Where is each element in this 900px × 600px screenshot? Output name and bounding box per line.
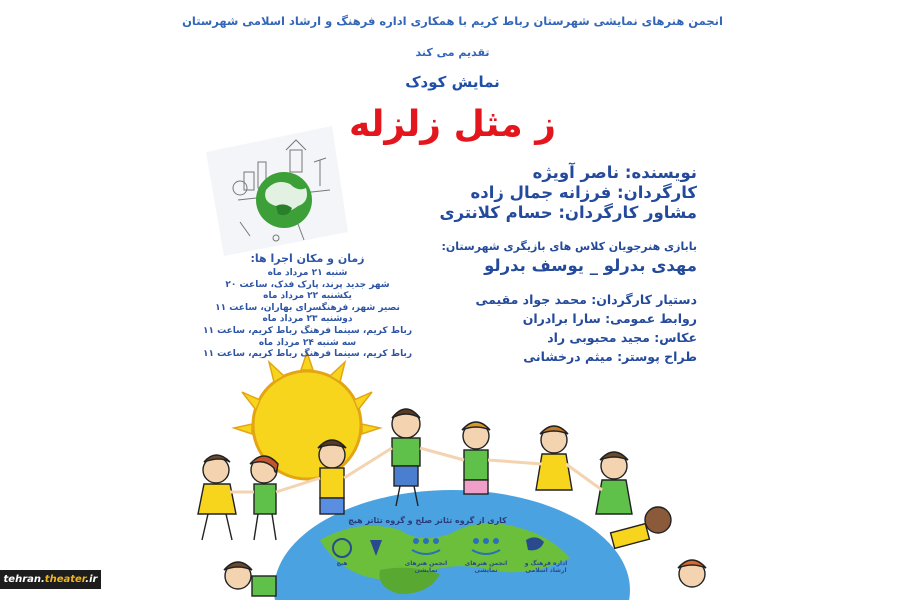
credit-director: کارگردان: فرزانه جمال زاده bbox=[470, 183, 697, 202]
logo-hich-label: هیچ bbox=[336, 560, 348, 567]
schedule-line: رباط کریم، سینما فرهنگ رباط کریم، ساعت ۱۱ bbox=[202, 349, 413, 360]
watermark-accent: theater bbox=[44, 574, 86, 585]
schedule-line: یکشنبه ۲۲ مرداد ماه bbox=[263, 291, 352, 302]
cast-intro: بابازی هنرجویان کلاس های بازیگری شهرستان: bbox=[441, 240, 697, 253]
earth-sketch-illustration bbox=[206, 126, 348, 256]
schedule-line: دوشنبه ۲۳ مرداد ماه bbox=[262, 314, 353, 325]
schedule-line: شنبه ۲۱ مرداد ماه bbox=[267, 268, 348, 278]
header-organizer-text: انجمن هنرهای نمایشی شهرستان رباط کریم با همکاری اداره فرهنگ و ارشاد اسلامی شهرستان bbox=[182, 14, 723, 28]
schedule-line: شهر جدید پرند، پارک فدک، ساعت ۲۰ bbox=[225, 279, 390, 290]
schedule-line: رباط کریم، سینما فرهنگ رباط کریم، ساعت ۱۱ bbox=[202, 325, 413, 336]
group-label: کاری از گروه تئاتر صلح و گروه تئاتر هیچ bbox=[348, 516, 507, 525]
credit-assistant-director: دستیار کارگردان: محمد جواد مقیمی bbox=[475, 292, 697, 307]
credit-photographer: عکاس: مجید محبوبی راد bbox=[547, 330, 697, 345]
show-type: نمایش کودک bbox=[405, 73, 500, 91]
logo-drama-assoc-label-2: انجمن هنرهای نمایشی bbox=[464, 560, 508, 574]
header-presents-text: تقدیم می کند bbox=[415, 46, 490, 59]
credit-director-advisor: مشاور کارگردان: حسام کلانتری bbox=[439, 203, 697, 222]
poster bbox=[180, 0, 725, 600]
schedule-line: نصیر شهر، فرهنگسرای بهاران، ساعت ۱۱ bbox=[215, 302, 400, 313]
credit-poster-designer: طراح پوستر: میثم درخشانی bbox=[523, 349, 697, 364]
watermark-suffix: .ir bbox=[85, 574, 98, 585]
cast-names: مهدی بدرلو _ یوسف بدرلو bbox=[484, 256, 697, 275]
schedule-block bbox=[200, 252, 415, 361]
watermark-prefix: tehran. bbox=[3, 574, 45, 585]
schedule-title: زمان و مکان اجرا ها: bbox=[250, 252, 365, 265]
logo-culture-office-label: اداره فرهنگ و ارشاد اسلامی bbox=[524, 560, 568, 574]
site-watermark bbox=[0, 570, 101, 589]
schedule-line: سه شنبه ۲۴ مرداد ماه bbox=[258, 337, 357, 348]
credits-block bbox=[397, 163, 697, 366]
logo-drama-assoc-label: انجمن هنرهای نمایشی bbox=[404, 560, 448, 574]
show-title: ز مثل زلزله bbox=[349, 104, 556, 145]
credit-public-relations: روابط عمومی: سارا برادران bbox=[522, 311, 697, 326]
credit-writer: نویسنده: ناصر آویژه bbox=[532, 163, 697, 182]
